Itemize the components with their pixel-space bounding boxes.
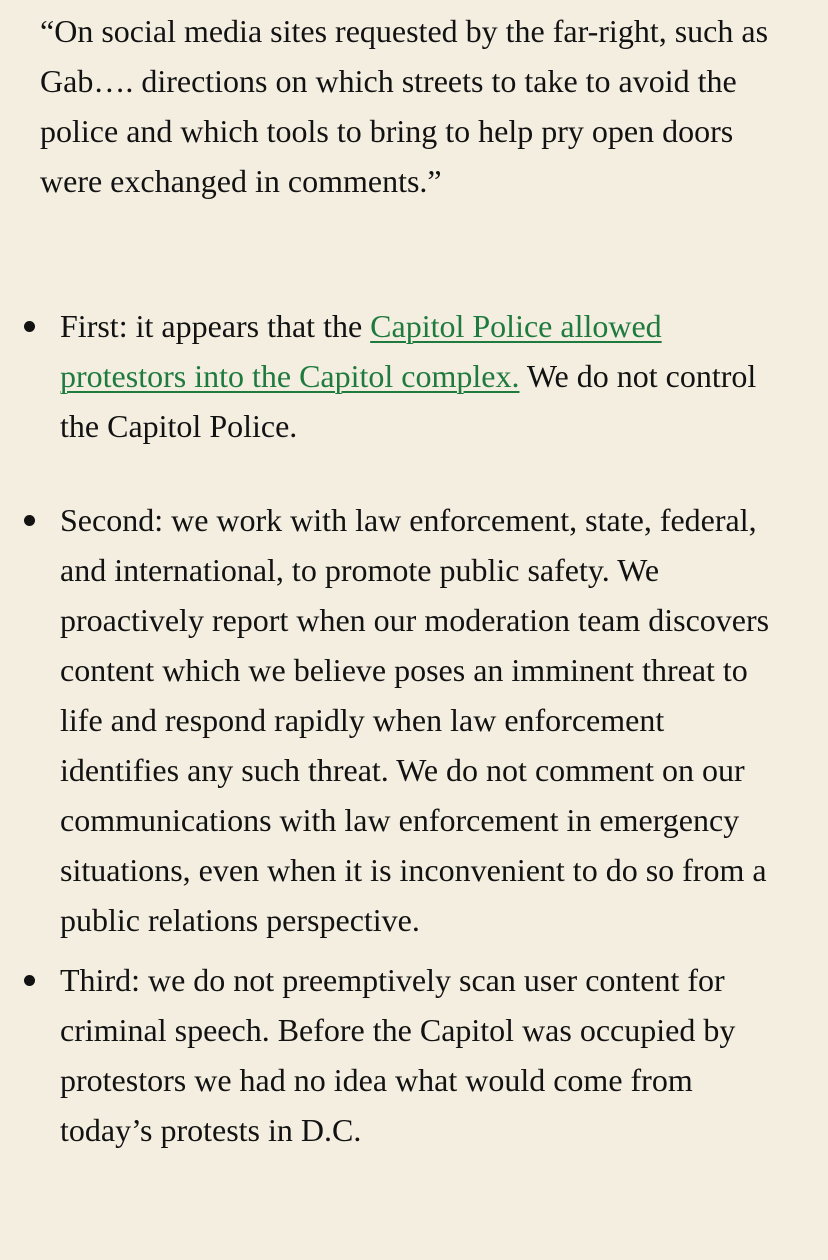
bullet-dot-icon xyxy=(24,975,35,986)
bullet-dot-icon xyxy=(24,321,35,332)
capitol-police-link[interactable]: Capitol Police allowed protestors into the Capitol complex. xyxy=(60,308,662,394)
bullet-first-prefix: First: it appears that the xyxy=(60,308,371,344)
bullet-dot-icon xyxy=(24,515,35,526)
bullet-list xyxy=(0,301,828,1155)
quoted-passage: “On social media sites requested by the far-right, such as Gab…. directions on which streets to take to avoid the police and which tools to bring to help pry open doors were exchanged in comments.” xyxy=(40,13,769,199)
bullet-item-first xyxy=(0,301,790,451)
bullet-item-third xyxy=(0,955,790,1155)
bullet-first-suffix: We do not control the Capitol Police. xyxy=(60,358,757,444)
bullet-second-text: Second: we work with law enforcement, state, federal, and international, to promote public safety. We proactively report when our moderation team discovers content which we believe poses an imminent threat to life and respond rapidly when law enforcement identifies any such threat. We do not comment on our communications with law enforcement in emergency situations, even when it is inconvenient to do so from a public relations perspective. xyxy=(60,502,770,938)
bullet-item-second xyxy=(0,495,790,945)
bullet-third-text: Third: we do not preemptively scan user content for criminal speech. Before the Capitol was occupied by protestors we had no idea what would come from today’s protests in D.C. xyxy=(60,962,736,1148)
